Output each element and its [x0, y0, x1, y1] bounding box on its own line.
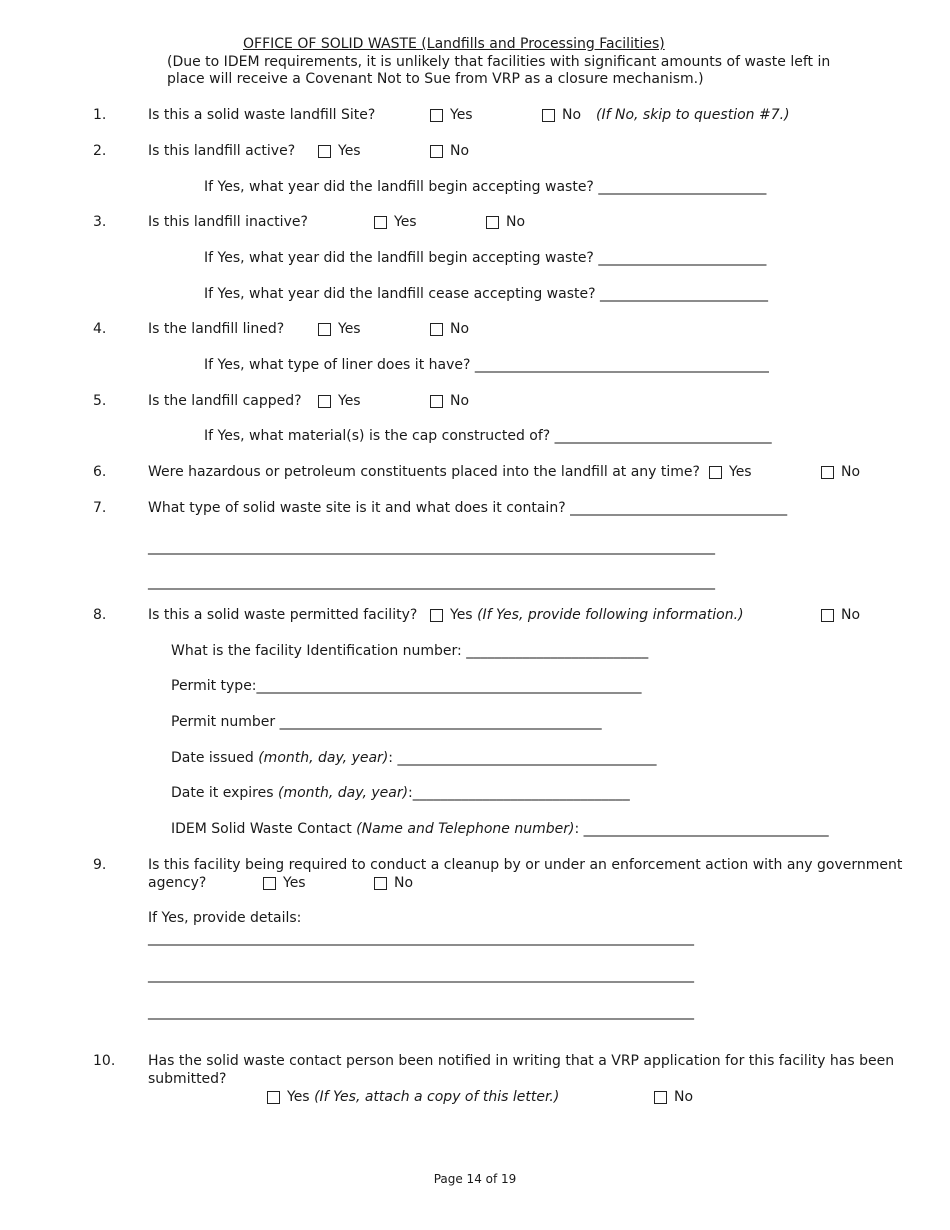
- q9-text-line-2: agency?: [148, 875, 207, 891]
- q9-yes-label: Yes: [283, 875, 306, 891]
- q6-number: 6.: [93, 464, 107, 480]
- q10-no-checkbox[interactable]: [654, 1091, 667, 1104]
- q7-answer-line-1[interactable]: _________________________________________________________________________________: [148, 539, 715, 555]
- q5-yes-label: Yes: [338, 393, 361, 409]
- q1-yes-label: Yes: [450, 107, 473, 123]
- q10-text-line-1: Has the solid waste contact person been notified in writing that a VRP application for this facility has been: [148, 1053, 895, 1069]
- q7-text-field[interactable]: What type of solid waste site is it and what does it contain? _______________________________: [148, 500, 788, 516]
- q4-yes-label: Yes: [338, 321, 361, 337]
- q8-contact-field[interactable]: IDEM Solid Waste Contact (Name and Telephone number): ___________________________________: [171, 821, 829, 837]
- q5-no-checkbox[interactable]: [430, 395, 443, 408]
- q8-permit-number-field[interactable]: Permit number ______________________________________________: [171, 714, 602, 730]
- q9-no-checkbox[interactable]: [374, 877, 387, 890]
- q1-text: Is this a solid waste landfill Site?: [148, 107, 376, 123]
- q9-details-line-3[interactable]: ______________________________________________________________________________: [148, 1004, 694, 1020]
- q8-no-checkbox[interactable]: [821, 609, 834, 622]
- q4-number: 4.: [93, 321, 107, 337]
- q8-date-expires-field[interactable]: Date it expires (month, day, year):_______________________________: [171, 785, 630, 801]
- q4-no-checkbox[interactable]: [430, 323, 443, 336]
- q5-text: Is the landfill capped?: [148, 393, 302, 409]
- q3-text: Is this landfill inactive?: [148, 214, 308, 230]
- q4-liner-type-field[interactable]: If Yes, what type of liner does it have? __________________________________________: [204, 357, 769, 373]
- q4-text: Is the landfill lined?: [148, 321, 285, 337]
- q1-no-label: No: [562, 107, 582, 123]
- q2-yes-label: Yes: [338, 143, 361, 159]
- q8-text: Is this a solid waste permitted facility?: [148, 607, 418, 623]
- q5-yes-checkbox[interactable]: [318, 395, 331, 408]
- q8-yes-label: Yes (If Yes, provide following information.): [450, 607, 744, 623]
- q3-yes-checkbox[interactable]: [374, 216, 387, 229]
- q9-details-line-2[interactable]: ______________________________________________________________________________: [148, 967, 694, 983]
- q9-number: 9.: [93, 857, 107, 873]
- q2-number: 2.: [93, 143, 107, 159]
- q8-yes-note: (If Yes, provide following information.): [477, 607, 744, 623]
- q1-number: 1.: [93, 107, 107, 123]
- q1-skip-note: (If No, skip to question #7.): [596, 107, 790, 123]
- q2-begin-year-field[interactable]: If Yes, what year did the landfill begin accepting waste? ________________________: [204, 179, 767, 195]
- q5-number: 5.: [93, 393, 107, 409]
- q2-text: Is this landfill active?: [148, 143, 296, 159]
- q2-yes-checkbox[interactable]: [318, 145, 331, 158]
- q1-yes-checkbox[interactable]: [430, 109, 443, 122]
- q4-yes-checkbox[interactable]: [318, 323, 331, 336]
- page-title: OFFICE OF SOLID WASTE (Landfills and Processing Facilities): [243, 36, 665, 52]
- q3-number: 3.: [93, 214, 107, 230]
- q3-yes-label: Yes: [394, 214, 417, 230]
- page-number: Page 14 of 19: [433, 1172, 517, 1186]
- q2-no-checkbox[interactable]: [430, 145, 443, 158]
- q2-no-label: No: [450, 143, 470, 159]
- q6-yes-checkbox[interactable]: [709, 466, 722, 479]
- q8-date-issued-field[interactable]: Date issued (month, day, year): _____________________________________: [171, 750, 657, 766]
- q8-number: 8.: [93, 607, 107, 623]
- q3-no-label: No: [506, 214, 526, 230]
- q10-number: 10.: [93, 1053, 116, 1069]
- q6-yes-label: Yes: [729, 464, 752, 480]
- q5-cap-material-field[interactable]: If Yes, what material(s) is the cap constructed of? _______________________________: [204, 428, 772, 444]
- q6-text: Were hazardous or petroleum constituents placed into the landfill at any time?: [148, 464, 700, 480]
- q8-permit-type-field[interactable]: Permit type:_______________________________________________________: [171, 678, 642, 694]
- q8-no-label: No: [841, 607, 861, 623]
- q10-yes-note: (If Yes, attach a copy of this letter.): [314, 1089, 560, 1105]
- q9-yes-checkbox[interactable]: [263, 877, 276, 890]
- q1-no-checkbox[interactable]: [542, 109, 555, 122]
- header-note-line-1: (Due to IDEM requirements, it is unlikely that facilities with significant amounts of waste left in: [167, 54, 831, 70]
- header-note-line-2: place will receive a Covenant Not to Sue from VRP as a closure mechanism.): [167, 71, 704, 87]
- q9-details-label: If Yes, provide details:: [148, 910, 302, 926]
- q9-text-line-1: Is this facility being required to conduct a cleanup by or under an enforcement action with any government: [148, 857, 903, 873]
- q10-no-label: No: [674, 1089, 694, 1105]
- q3-cease-year-field[interactable]: If Yes, what year did the landfill cease accepting waste? ________________________: [204, 286, 768, 302]
- q7-number: 7.: [93, 500, 107, 516]
- q7-answer-line-2[interactable]: _________________________________________________________________________________: [148, 574, 715, 590]
- q6-no-checkbox[interactable]: [821, 466, 834, 479]
- q10-yes-checkbox[interactable]: [267, 1091, 280, 1104]
- q9-no-label: No: [394, 875, 414, 891]
- q10-text-line-2: submitted?: [148, 1071, 227, 1087]
- q3-begin-year-field[interactable]: If Yes, what year did the landfill begin accepting waste? ________________________: [204, 250, 767, 266]
- q8-facility-id-field[interactable]: What is the facility Identification number: __________________________: [171, 643, 649, 659]
- q3-no-checkbox[interactable]: [486, 216, 499, 229]
- q5-no-label: No: [450, 393, 470, 409]
- q9-details-line-1[interactable]: ______________________________________________________________________________: [148, 930, 694, 946]
- q8-yes-checkbox[interactable]: [430, 609, 443, 622]
- q10-yes-label: Yes (If Yes, attach a copy of this letter.): [287, 1089, 560, 1105]
- q4-no-label: No: [450, 321, 470, 337]
- q6-no-label: No: [841, 464, 861, 480]
